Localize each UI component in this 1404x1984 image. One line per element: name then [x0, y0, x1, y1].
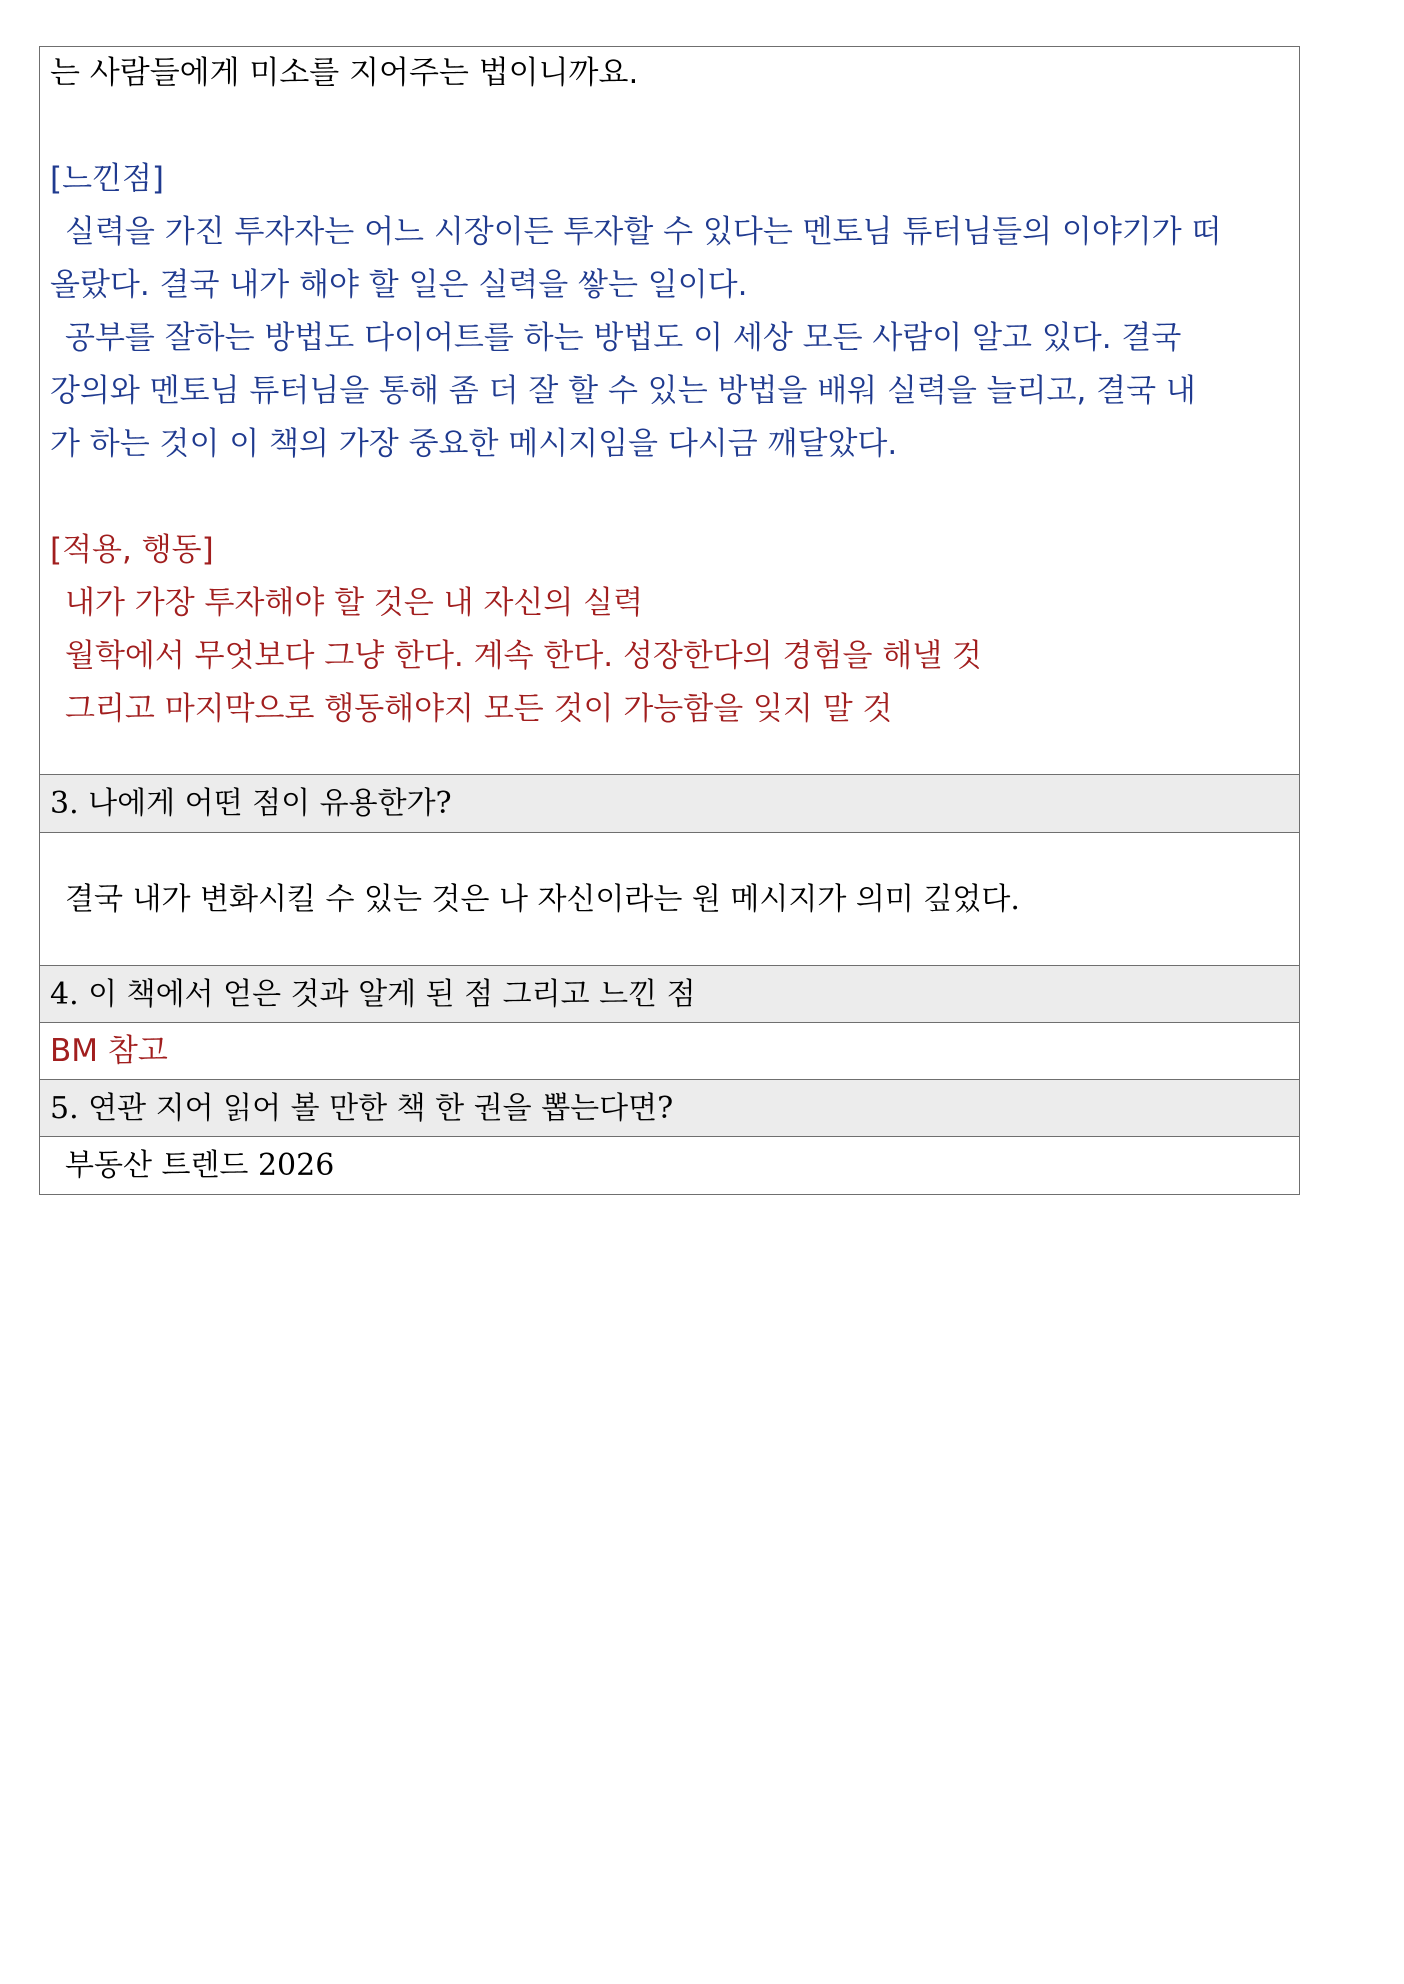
question-3-text: 3. 나에게 어떤 점이 유용한가?	[50, 786, 452, 821]
question-4-text: 4. 이 책에서 얻은 것과 알게 된 점 그리고 느낀 점	[50, 977, 696, 1012]
question-5-answer-cell	[40, 1137, 1299, 1194]
question-5-text: 5. 연관 지어 읽어 볼 만한 책 한 권을 뽑는다면?	[50, 1091, 674, 1126]
question-4-answer-cell	[40, 1023, 1299, 1080]
feel-heading: [느낀점]	[50, 161, 165, 197]
apply-line: 내가 가장 투자해야 할 것은 내 자신의 실력	[65, 585, 644, 621]
spacer	[50, 471, 1299, 524]
intro-line: 는 사람들에게 미소를 지어주는 법이니까요.	[50, 55, 639, 91]
reflection-cell	[40, 47, 1299, 775]
apply-line: 그리고 마지막으로 행동해야지 모든 것이 가능함을 잊지 말 것	[65, 691, 893, 727]
book-report-table	[39, 46, 1300, 1195]
spacer	[50, 100, 1299, 153]
question-4-header	[40, 966, 1299, 1023]
feel-line: 공부를 잘하는 방법도 다이어트를 하는 방법도 이 세상 모든 사람이 알고 있다. 결국	[65, 320, 1182, 356]
apply-line: 월학에서 무엇보다 그냥 한다. 계속 한다. 성장한다의 경험을 해낼 것	[65, 638, 982, 674]
question-3-answer: 결국 내가 변화시킬 수 있는 것은 나 자신이라는 원 메시지가 의미 깊었다.	[65, 882, 1020, 917]
feel-line: 올랐다. 결국 내가 해야 할 일은 실력을 쌓는 일이다.	[50, 267, 748, 303]
question-5-answer: 부동산 트렌드 2026	[65, 1148, 335, 1183]
question-5-header	[40, 1080, 1299, 1137]
question-3-header	[40, 775, 1299, 833]
apply-heading: [적용, 행동]	[50, 532, 214, 568]
feel-line: 강의와 멘토님 튜터님을 통해 좀 더 잘 할 수 있는 방법을 배워 실력을 늘리고, 결국 내	[50, 373, 1196, 409]
question-4-answer: BM 참고	[50, 1033, 168, 1069]
question-3-answer-cell	[40, 833, 1299, 966]
feel-line: 가 하는 것이 이 책의 가장 중요한 메시지임을 다시금 깨달았다.	[50, 426, 898, 462]
feel-line: 실력을 가진 투자자는 어느 시장이든 투자할 수 있다는 멘토님 튜터님들의 이야기가 떠	[65, 214, 1222, 250]
